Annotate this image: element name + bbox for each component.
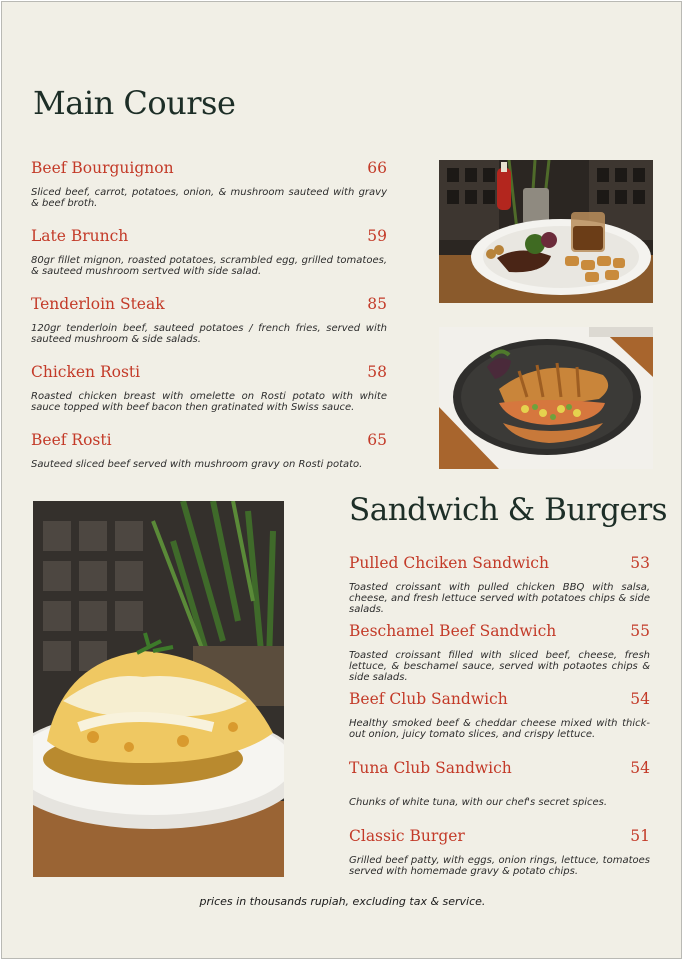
- menu-item: [31, 227, 387, 277]
- item-price: 85: [367, 295, 387, 313]
- item-price: 53: [630, 554, 650, 572]
- item-price: 65: [367, 431, 387, 449]
- item-name: Classic Burger: [349, 827, 465, 845]
- rosti-dish-photo: [33, 501, 284, 877]
- item-description: Grilled beef patty, with eggs, onion rings, lettuce, tomatoes served with homemade gravy & potato chips.: [349, 855, 650, 877]
- item-name: Beschamel Beef Sandwich: [349, 622, 557, 640]
- steak-plate-photo: [439, 160, 653, 303]
- item-name: Beef Club Sandwich: [349, 690, 508, 708]
- item-name: Beef Bourguignon: [31, 159, 174, 177]
- item-name: Tuna Club Sandwich: [349, 759, 512, 777]
- price-footnote: prices in thousands rupiah, excluding tax & service.: [199, 895, 486, 908]
- item-description: Chunks of white tuna, with our chef's secret spices.: [349, 797, 608, 808]
- item-name: Beef Rosti: [31, 431, 112, 449]
- menu-item: [31, 295, 387, 345]
- item-price: 54: [630, 690, 650, 708]
- item-price: 55: [630, 622, 650, 640]
- menu-item: [349, 827, 650, 877]
- croissant-sandwich-photo: [439, 327, 653, 469]
- menu-page: [1, 1, 682, 959]
- item-name: Late Brunch: [31, 227, 129, 245]
- item-price: 66: [367, 159, 387, 177]
- item-name: Tenderloin Steak: [31, 295, 165, 313]
- menu-item: [349, 759, 650, 808]
- item-description: Toasted croissant with pulled chicken BBQ with salsa, cheese, and fresh lettuce served with potatoes chips & side salads.: [349, 582, 650, 615]
- item-price: 58: [367, 363, 387, 381]
- menu-item: [349, 690, 650, 740]
- main-course-heading: Main Course: [33, 84, 236, 122]
- item-description: 80gr fillet mignon, roasted potatoes, scrambled egg, grilled tomatoes, & sauteed mushroom sertved with side salad.: [31, 255, 387, 277]
- item-description: Roasted chicken breast with omelette on Rosti potato with white sauce topped with beef bacon then gratinated with Swiss sauce.: [31, 391, 387, 413]
- item-description: Healthy smoked beef & cheddar cheese mixed with thick-out onion, juicy tomato slices, and crispy lettuce.: [349, 718, 650, 740]
- item-description: Sauteed sliced beef served with mushroom gravy on Rosti potato.: [31, 459, 363, 470]
- menu-item: [31, 431, 387, 470]
- menu-item: [349, 554, 650, 615]
- item-description: 120gr tenderloin beef, sauteed potatoes / french fries, served with sauteed mushroom & side salads.: [31, 323, 387, 345]
- menu-item: [349, 622, 650, 683]
- item-price: 54: [630, 759, 650, 777]
- item-price: 59: [367, 227, 387, 245]
- item-name: Pulled Chciken Sandwich: [349, 554, 549, 572]
- item-name: Chicken Rosti: [31, 363, 141, 381]
- item-description: Sliced beef, carrot, potatoes, onion, & mushroom sauteed with gravy & beef broth.: [31, 187, 387, 209]
- item-description: Toasted croissant filled with sliced beef, cheese, fresh lettuce, & beschamel sauce, served with potaotes chips & side salads.: [349, 650, 650, 683]
- menu-item: [31, 159, 387, 209]
- menu-item: [31, 363, 387, 413]
- item-price: 51: [630, 827, 650, 845]
- sandwich-burgers-heading: Sandwich & Burgers: [349, 492, 668, 528]
